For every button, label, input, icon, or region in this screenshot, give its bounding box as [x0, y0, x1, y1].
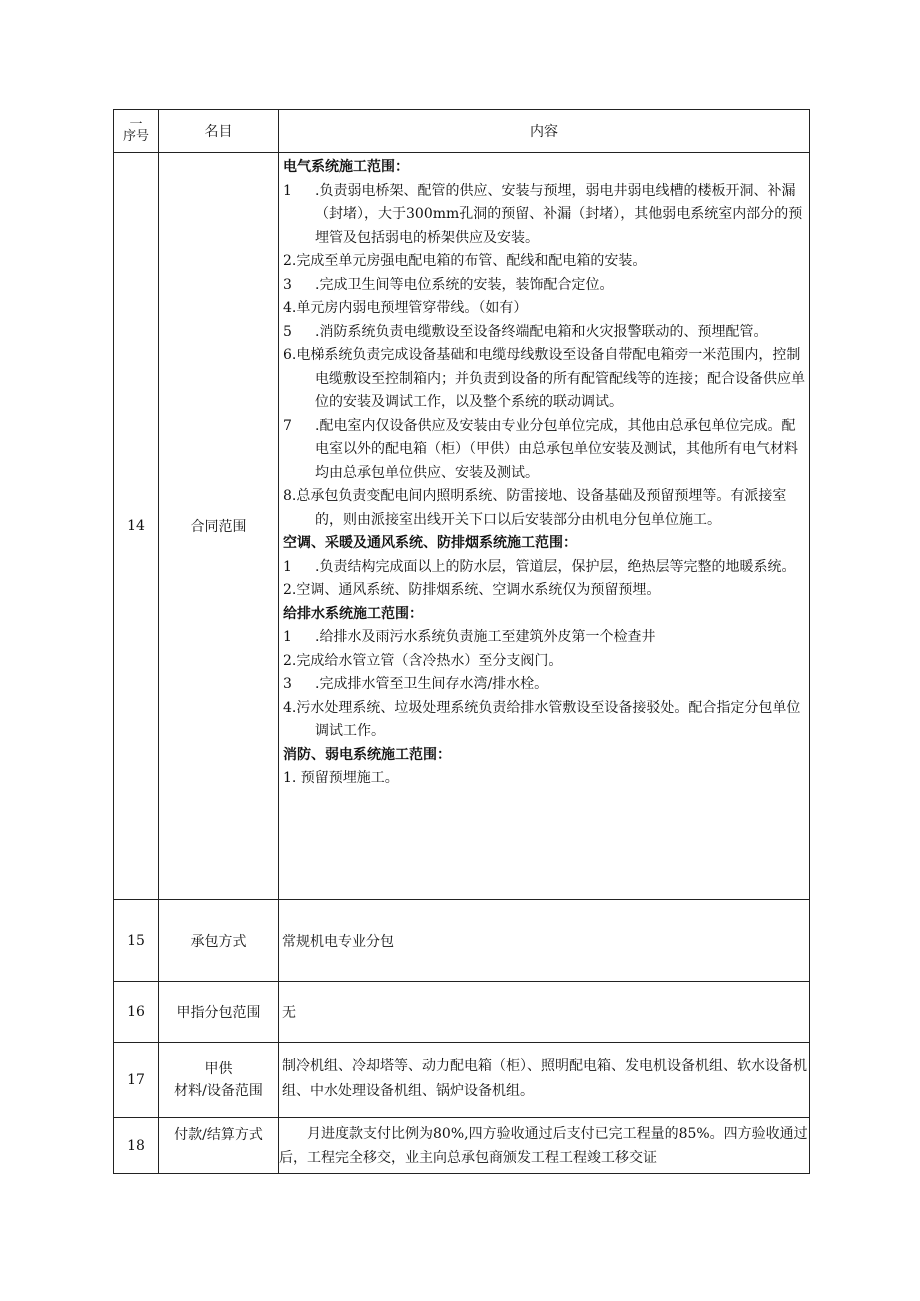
- header-number-label: 序号: [122, 129, 149, 144]
- list-item: [283, 626, 807, 650]
- header-name: 名目: [159, 110, 279, 153]
- row-name-line2: 材料/设备范围: [174, 1083, 263, 1099]
- row-content: 月进度款支付比例为80%,四方验收通过后支付已完工程量的85%。四方验收通过后，工程完全移交，业主向总承包商颁发工程工程竣工移交证: [279, 1118, 810, 1174]
- list-item: [283, 485, 807, 532]
- list-item-number: 2.: [283, 253, 297, 269]
- table-header-row: [114, 110, 810, 153]
- header-number: [114, 110, 159, 153]
- list-item-number: 6.: [283, 347, 297, 363]
- table-row-14: [114, 153, 810, 900]
- scope-sections: [283, 156, 807, 791]
- row-name: [159, 1043, 279, 1118]
- list-item-text: .完成卫生间等电位系统的安装，装饰配合定位。: [315, 276, 614, 293]
- list-item-text: .负责弱电桥架、配管的供应、安装与预埋，弱电井弱电线槽的楼板开洞、补漏（封堵），大于300mm孔洞的预留、补漏（封堵），其他弱电系统室内部分的预埋管及包括弱电的桥架供应及安装。: [315, 182, 803, 246]
- list-item-number: 5: [283, 323, 292, 340]
- list-item-text: 总承包负责变配电间内照明系统、防雷接地、设备基础及预留预埋等。有派接室的，则由派接室出线开关下口以后安装部分由机电分包单位施工。: [296, 488, 787, 528]
- section-title: 电气系统施工范围：: [283, 159, 409, 175]
- list-item: [283, 274, 807, 298]
- table-row-18: [114, 1118, 810, 1174]
- list-item-text: 电梯系统负责完成设备基础和电缆母线敷设至设备自带配电箱旁一米范围内，控制电缆敷设至控制箱内；并负责到设备的所有配管配线等的连接；配合设备供应单位的安装及调试工作，以及整个系统的联动调试。: [296, 347, 805, 410]
- list-item: [283, 673, 807, 697]
- list-item: [283, 415, 807, 486]
- row-content: [279, 153, 810, 900]
- row-number: 15: [114, 900, 159, 982]
- row-number: 16: [114, 982, 159, 1043]
- row-name: 甲指分包范围: [159, 982, 279, 1043]
- list-item: [283, 556, 807, 580]
- list-item-number: 7: [283, 417, 292, 434]
- list-item: [283, 321, 807, 345]
- list-item: [283, 767, 807, 791]
- list-item-number: 4.: [283, 300, 297, 316]
- list-item-text: 污水处理系统、垃圾处理系统负责给排水管敷设至设备接驳处。配合指定分包单位调试工作。: [296, 699, 801, 739]
- row-content: 常规机电专业分包: [279, 900, 810, 982]
- table-row-16: [114, 982, 810, 1043]
- section-title: 给排水系统施工范围：: [283, 605, 423, 622]
- list-item-text: .配电室内仅设备供应及安装由专业分包单位完成，其他由总承包单位完成。配电室以外的配电箱（柜）（甲供）由总承包单位安装及测试，其他所有电气材料均由总承包单位供应、安装及测试。: [315, 417, 798, 481]
- list-item-text: 预留预埋施工。: [296, 770, 399, 786]
- list-item-number: 3: [283, 676, 292, 692]
- table-row-17: [114, 1043, 810, 1118]
- row-number: 18: [114, 1118, 159, 1174]
- list-item-number: 3: [283, 276, 292, 293]
- list-item-number: 4.: [283, 699, 297, 716]
- list-item: [283, 297, 807, 321]
- list-item-number: 1: [283, 182, 292, 199]
- list-item: [283, 180, 807, 251]
- list-item-number: 1: [283, 629, 292, 645]
- list-item-text: 单元房内弱电预埋管穿带线。（如有）: [296, 300, 528, 316]
- row-name: 付款/结算方式: [159, 1118, 279, 1174]
- list-item-text: .给排水及雨污水系统负责施工至建筑外皮第一个检查井: [315, 629, 656, 645]
- header-content: 内容: [279, 110, 810, 153]
- contract-scope-table: [113, 109, 810, 1174]
- row-number: 17: [114, 1043, 159, 1118]
- list-item-number: 2.: [283, 582, 297, 598]
- list-item: [283, 344, 807, 415]
- list-item-text: 完成给水管立管（含冷热水）至分支阀门。: [296, 652, 563, 669]
- row-name: 承包方式: [159, 900, 279, 982]
- list-item-text: 完成至单元房强电配电箱的布管、配线和配电箱的安装。: [296, 253, 647, 269]
- row-name-line1: 甲供: [204, 1061, 233, 1077]
- section-title: 空调、采暖及通风系统、防排烟系统施工范围：: [283, 535, 577, 551]
- list-item-number: 1.: [283, 770, 297, 786]
- list-item: [283, 579, 807, 603]
- row-name: 合同范围: [159, 153, 279, 900]
- list-item-text: 空调、通风系统、防排烟系统、空调水系统仅为预留预埋。: [296, 582, 661, 598]
- table-row-15: [114, 900, 810, 982]
- list-item-text: .消防系统负责电缆敷设至设备终端配电箱和火灾报警联动的、预埋配管。: [315, 323, 768, 340]
- list-item-text: .完成排水管至卫生间存水湾/排水栓。: [315, 676, 549, 692]
- row-content: 制冷机组、冷却塔等、动力配电箱（柜）、照明配电箱、发电机设备机组、软水设备机组、中水处理设备机组、锅炉设备机组。: [279, 1043, 810, 1118]
- row-number: 14: [114, 153, 159, 900]
- list-item: [283, 250, 807, 274]
- list-item-number: 8.: [283, 488, 297, 504]
- list-item: [283, 650, 807, 674]
- section-title: 消防、弱电系统施工范围：: [283, 746, 451, 763]
- list-item-number: 2.: [283, 652, 297, 669]
- list-item-number: 1: [283, 558, 292, 575]
- list-item-text: .负责结构完成面以上的防水层，管道层，保护层，绝热层等完整的地暖系统。: [315, 558, 796, 575]
- row-content: 无: [279, 982, 810, 1043]
- header-number-top: 一: [129, 117, 143, 132]
- list-item: [283, 697, 807, 744]
